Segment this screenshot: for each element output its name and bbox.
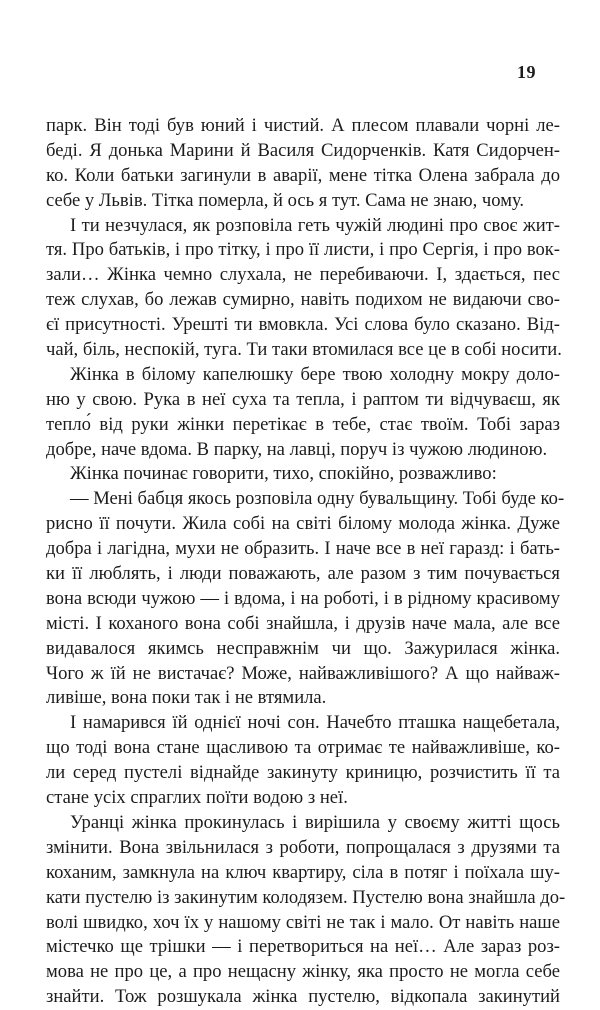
text-line: тепло́ від руки жінки перетікає в тебе, стає твоїм. Тобі зараз [46, 413, 560, 435]
text-line: ливіше, вона поки так і не втямила. [46, 687, 327, 709]
text-line: мова не про це, а про нещасну жінку, яка просто не могла себе [46, 961, 560, 983]
text-line: містечко ще трішки — і перетвориться на неї… Але зараз роз- [46, 936, 560, 958]
text-line: кати пустелю із закинутим колодязем. Пустелю вона знайшла до- [46, 886, 566, 908]
text-line: змінити. Вона звільнилася з роботи, попрощалася з друзями та [46, 836, 560, 858]
paragraph [46, 462, 560, 487]
text-line: ли серед пустелі віднайде закинуту криницю, розчистить її та [46, 762, 560, 784]
text-line: парк. Він тоді був юний і чистий. А плесом плавали чорні ле- [46, 115, 560, 136]
text-line: — Мені бабця якось розповіла одну бувальщину. Тобі буде ко- [70, 488, 565, 510]
text-line: знайти. Тож розшукала жінка пустелю, відкопала закинутий [46, 986, 560, 1008]
text-line: ню у свою. Рука в неї суха та тепла, і раптом ти відчуваєш, як [46, 388, 560, 410]
text-line: беді. Я донька Марини й Василя Сидорченків. Катя Сидорчен- [46, 139, 560, 161]
paragraph [46, 811, 566, 1010]
paragraph [46, 711, 560, 811]
text-line: стане усіх спраглих поїти водою з неї. [46, 787, 348, 809]
text-line: Уранці жінка прокинулась і вирішила у своєму житті щось [70, 811, 560, 833]
text-line: добра і лагідна, мухи не образить. І наче все в неї гаразд: і бать- [46, 538, 560, 560]
paragraph [46, 487, 565, 711]
text-line: місті. І коханого вона собі знайшла, і друзів наче мала, але все [46, 612, 560, 634]
text-line: себе у Львів. Тітка померла, й ось я тут. Сама не знаю, чому. [46, 189, 525, 211]
text-line: вона всюди чужою — і вдома, і на роботі, і в рідному красивому [46, 587, 560, 609]
text-line: Чого ж їй не вистачає? Може, найважливішого? А що найваж- [46, 662, 560, 684]
paragraph [46, 214, 560, 363]
text-line: І намарився їй однієї ночі сон. Начебто пташка нащебетала, [70, 712, 560, 734]
text-line: коханим, замкнула на ключ квартиру, сіла в потяг і поїхала шу- [46, 861, 560, 883]
text-line: волі швидко, хоч їх у нашому світі не так і мало. От навіть наше [46, 911, 560, 933]
paragraph [46, 363, 560, 463]
text-line: зали… Жінка чемно слухала, не перебиваючи. І, здається, пес [46, 264, 560, 286]
text-line: ки її люблять, і люди поважають, але разом з тим почувається [46, 563, 560, 585]
text-line: І ти незчулася, як розповіла геть чужій людині про своє жит- [70, 214, 560, 236]
text-line: добре, наче вдома. В парку, на лавці, поруч із чужою людиною. [46, 438, 548, 460]
text-line: Жінка в білому капелюшку бере твою холодну мокру доло- [70, 363, 560, 385]
text-line: видавалося якимсь несправжнім чи що. Зажурилася жінка. [46, 637, 560, 659]
paragraph [46, 114, 560, 214]
text-line: що тоді вона стане щасливою та отримає те найважливіше, ко- [46, 737, 560, 759]
text-line: чай, біль, неспокій, туга. Ти таки втомилася все це в собі носити. [46, 339, 562, 361]
text-line: Жінка починає говорити, тихо, спокійно, розважливо: [70, 463, 497, 485]
text-line: тя. Про батьків, і про тітку, і про її листи, і про Сергія, і про вок- [46, 239, 560, 261]
body-text [46, 114, 566, 1010]
text-line: теж слухав, бо лежав сумирно, навіть подихом не видаючи сво- [46, 289, 560, 311]
page-number: 19 [517, 62, 536, 82]
text-line: рисно її почути. Жила собі на світі білому молода жінка. Дуже [46, 513, 560, 535]
text-line: єї присутності. Урешті ти вмовкла. Усі слова було сказано. Від- [46, 314, 560, 336]
text-line: ко. Коли батьки загинули в аварії, мене тітка Олена забрала до [46, 164, 560, 186]
